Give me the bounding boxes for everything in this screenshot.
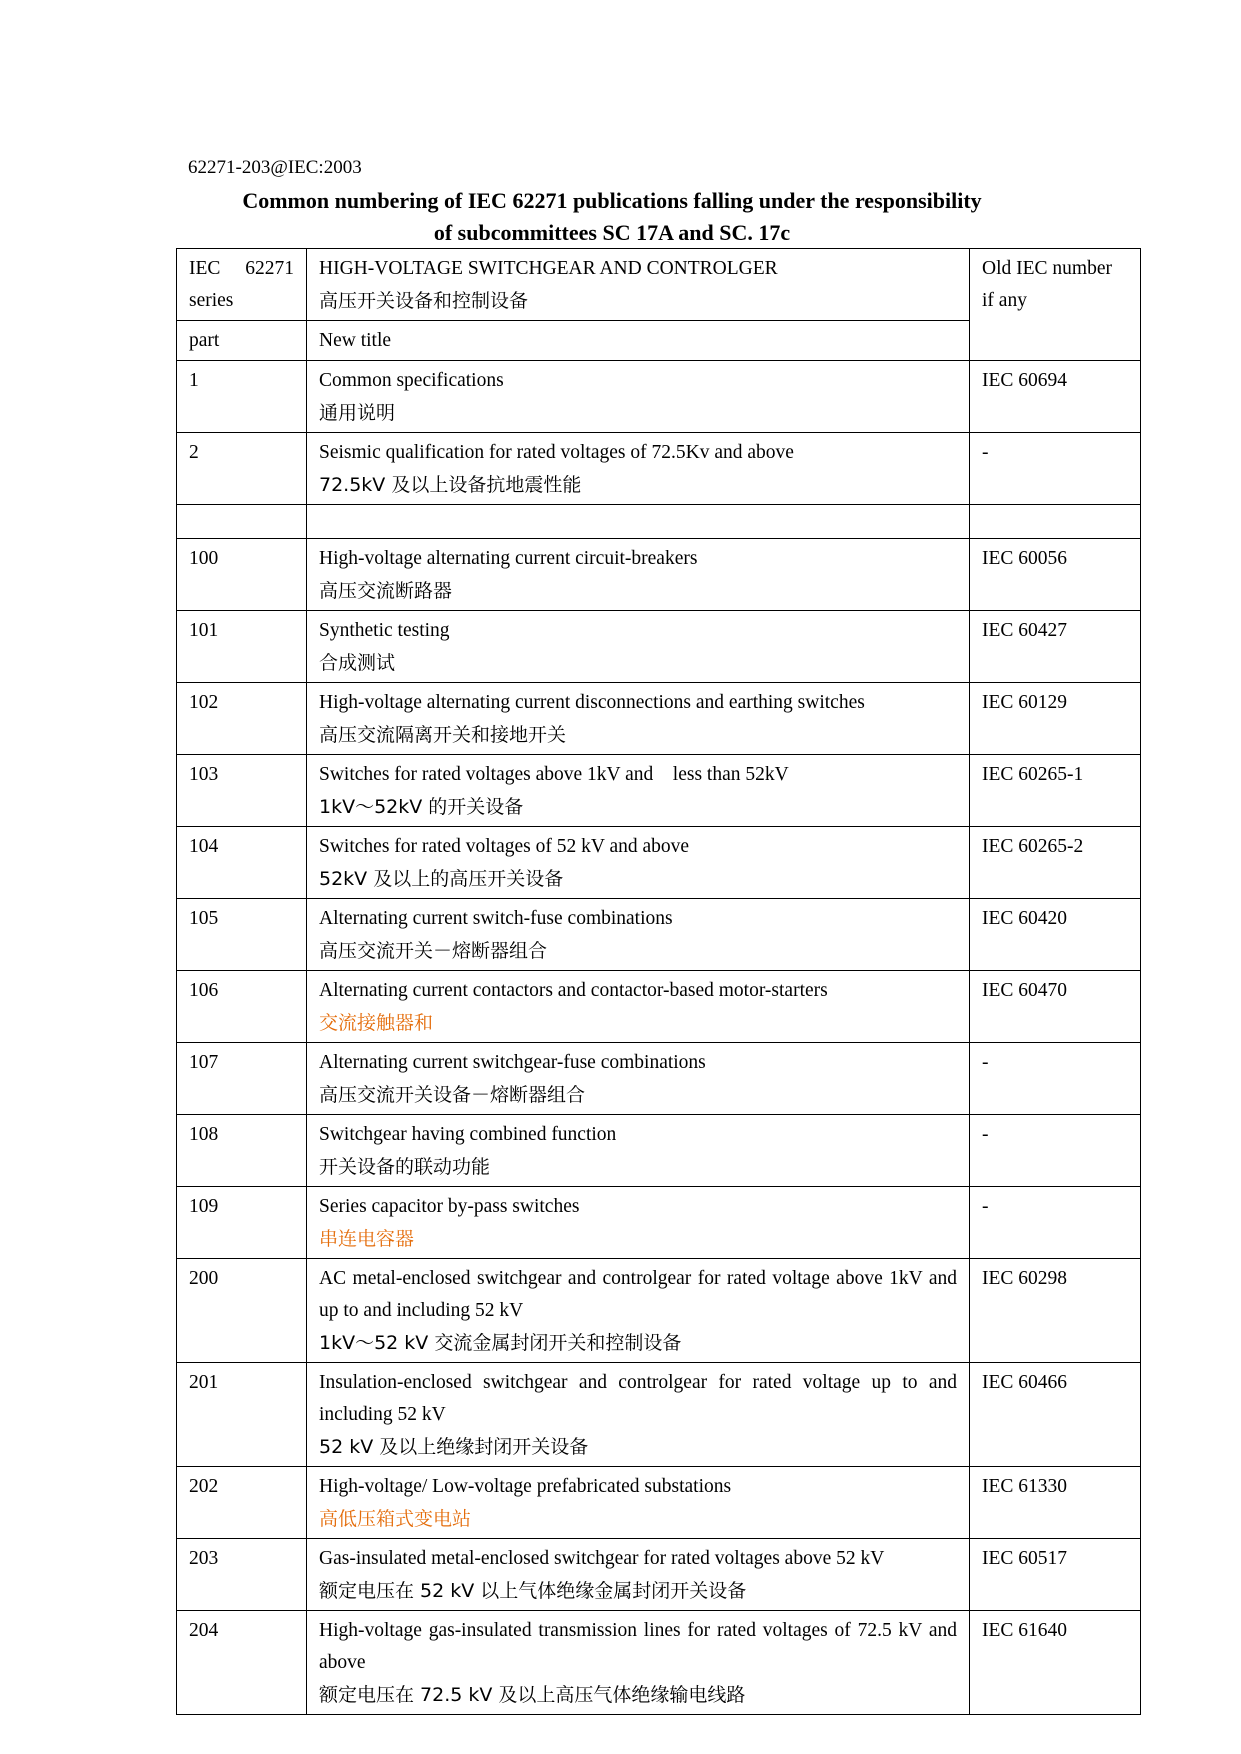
title-cell (307, 1363, 970, 1467)
title-cn: 高压交流开关设备－熔断器组合 (319, 1084, 586, 1106)
title-cn: 开关设备的联动功能 (319, 1156, 491, 1178)
title-cell (307, 827, 970, 899)
table-row (177, 539, 1141, 611)
title-en: Alternating current switchgear-fuse combinations (319, 1052, 706, 1073)
old-number: - (970, 1115, 1141, 1187)
category-cn: 高压开关设备和控制设备 (319, 290, 529, 312)
old-number: IEC 60694 (970, 361, 1141, 433)
title-cell (307, 1187, 970, 1259)
parts-table (176, 248, 1141, 1715)
title-en: Gas-insulated metal-enclosed switchgear for rated voltages above 52 kV (319, 1548, 885, 1569)
table-row (177, 1043, 1141, 1115)
title-en: Insulation-enclosed switchgear and controlgear for rated voltage up to and including 52 kV (319, 1372, 957, 1425)
table-row (177, 433, 1141, 505)
title-en: Switchgear having combined function (319, 1124, 617, 1145)
title-cell (307, 971, 970, 1043)
part-label-cell: part (177, 321, 307, 361)
part-number: 203 (177, 1539, 307, 1611)
old-number: IEC 60265-1 (970, 755, 1141, 827)
old-number: IEC 60517 (970, 1539, 1141, 1611)
title-cell (307, 1539, 970, 1611)
title-cell (307, 433, 970, 505)
title-cn: 高压交流开关－熔断器组合 (319, 940, 548, 962)
empty-cell (177, 505, 307, 539)
table-row (177, 971, 1141, 1043)
table-row (177, 755, 1141, 827)
series-label-cell: IEC 62271 series (177, 249, 307, 321)
title-en: Series capacitor by-pass switches (319, 1196, 580, 1217)
old-number: IEC 60420 (970, 899, 1141, 971)
old-number: IEC 61330 (970, 1467, 1141, 1539)
title-cell (307, 755, 970, 827)
old-number: IEC 60466 (970, 1363, 1141, 1467)
document-title (176, 185, 1048, 249)
table-row (177, 361, 1141, 433)
new-title-label-cell: New title (307, 321, 970, 361)
title-cn: 通用说明 (319, 402, 396, 424)
part-number: 102 (177, 683, 307, 755)
table-row (177, 1259, 1141, 1363)
part-number: 201 (177, 1363, 307, 1467)
title-cell (307, 1259, 970, 1363)
empty-row (177, 505, 1141, 539)
old-number: - (970, 1187, 1141, 1259)
table-row (177, 1467, 1141, 1539)
table-row (177, 611, 1141, 683)
title-en: High-voltage/ Low-voltage prefabricated substations (319, 1476, 732, 1497)
title-en: Alternating current switch-fuse combinations (319, 908, 673, 929)
title-line-1: Common numbering of IEC 62271 publications falling under the responsibility (242, 188, 982, 213)
title-cell (307, 1115, 970, 1187)
part-number: 108 (177, 1115, 307, 1187)
old-number: IEC 61640 (970, 1611, 1141, 1715)
title-en: High-voltage alternating current circuit-breakers (319, 548, 698, 569)
part-number: 103 (177, 755, 307, 827)
table-row (177, 1611, 1141, 1715)
title-cell (307, 611, 970, 683)
part-number: 106 (177, 971, 307, 1043)
title-en: High-voltage alternating current disconnections and earthing switches (319, 692, 865, 713)
old-number: - (970, 1043, 1141, 1115)
old-number: IEC 60265-2 (970, 827, 1141, 899)
empty-cell (307, 505, 970, 539)
title-en: Synthetic testing (319, 620, 450, 641)
title-cell (307, 1043, 970, 1115)
table-row (177, 1539, 1141, 1611)
old-number: IEC 60056 (970, 539, 1141, 611)
title-en: Switches for rated voltages of 52 kV and above (319, 836, 690, 857)
title-en: Switches for rated voltages above 1kV and less than 52kV (319, 764, 789, 785)
title-en: Common specifications (319, 370, 504, 391)
title-en: Alternating current contactors and contactor-based motor-starters (319, 980, 828, 1001)
part-number: 100 (177, 539, 307, 611)
title-line-2: of subcommittees SC 17A and SC. 17c (433, 220, 791, 245)
title-en: High-voltage gas-insulated transmission lines for rated voltages of 72.5 kV and above (319, 1620, 957, 1673)
title-cn: 额定电压在 52 kV 以上气体绝缘金属封闭开关设备 (319, 1580, 747, 1602)
title-cn-highlighted: 高低压箱式变电站 (319, 1508, 472, 1530)
title-cn-highlighted: 交流接触器和 (319, 1012, 434, 1034)
title-cell (307, 683, 970, 755)
title-cn: 额定电压在 72.5 kV 及以上高压气体绝缘输电线路 (319, 1684, 746, 1706)
part-number: 1 (177, 361, 307, 433)
old-number: IEC 60129 (970, 683, 1141, 755)
table-row (177, 827, 1141, 899)
title-cn: 1kV～52kV 的开关设备 (319, 796, 524, 818)
title-cn: 72.5kV 及以上设备抗地震性能 (319, 474, 582, 496)
title-cell (307, 361, 970, 433)
table-row (177, 683, 1141, 755)
category-cell (307, 249, 970, 321)
part-number: 107 (177, 1043, 307, 1115)
title-cn-highlighted: 串连电容器 (319, 1228, 415, 1250)
old-number: IEC 60427 (970, 611, 1141, 683)
part-number: 2 (177, 433, 307, 505)
title-cn: 合成测试 (319, 652, 396, 674)
title-en: AC metal-enclosed switchgear and controlgear for rated voltage above 1kV and up to and including 52 kV (319, 1268, 957, 1321)
part-number: 200 (177, 1259, 307, 1363)
table-row (177, 1363, 1141, 1467)
table-row (177, 1115, 1141, 1187)
part-number: 101 (177, 611, 307, 683)
title-cn: 高压交流隔离开关和接地开关 (319, 724, 567, 746)
title-cell (307, 899, 970, 971)
title-en: Seismic qualification for rated voltages of 72.5Kv and above (319, 442, 794, 463)
part-number: 104 (177, 827, 307, 899)
old-number: - (970, 433, 1141, 505)
part-number: 105 (177, 899, 307, 971)
old-number: IEC 60298 (970, 1259, 1141, 1363)
header-row (177, 249, 1141, 321)
table-row (177, 1187, 1141, 1259)
title-cn: 高压交流断路器 (319, 580, 453, 602)
title-cell (307, 1611, 970, 1715)
title-cn: 52 kV 及以上绝缘封闭开关设备 (319, 1436, 589, 1458)
title-cell (307, 1467, 970, 1539)
part-number: 204 (177, 1611, 307, 1715)
title-cell (307, 539, 970, 611)
old-number-header: Old IEC number if any (970, 249, 1141, 361)
part-number: 109 (177, 1187, 307, 1259)
document-id: 62271-203@IEC:2003 (188, 157, 362, 178)
title-cn: 52kV 及以上的高压开关设备 (319, 868, 564, 890)
part-number: 202 (177, 1467, 307, 1539)
old-number: IEC 60470 (970, 971, 1141, 1043)
table-row (177, 899, 1141, 971)
category-en: HIGH-VOLTAGE SWITCHGEAR AND CONTROLGER (319, 258, 778, 279)
empty-cell (970, 505, 1141, 539)
title-cn: 1kV～52 kV 交流金属封闭开关和控制设备 (319, 1332, 682, 1354)
